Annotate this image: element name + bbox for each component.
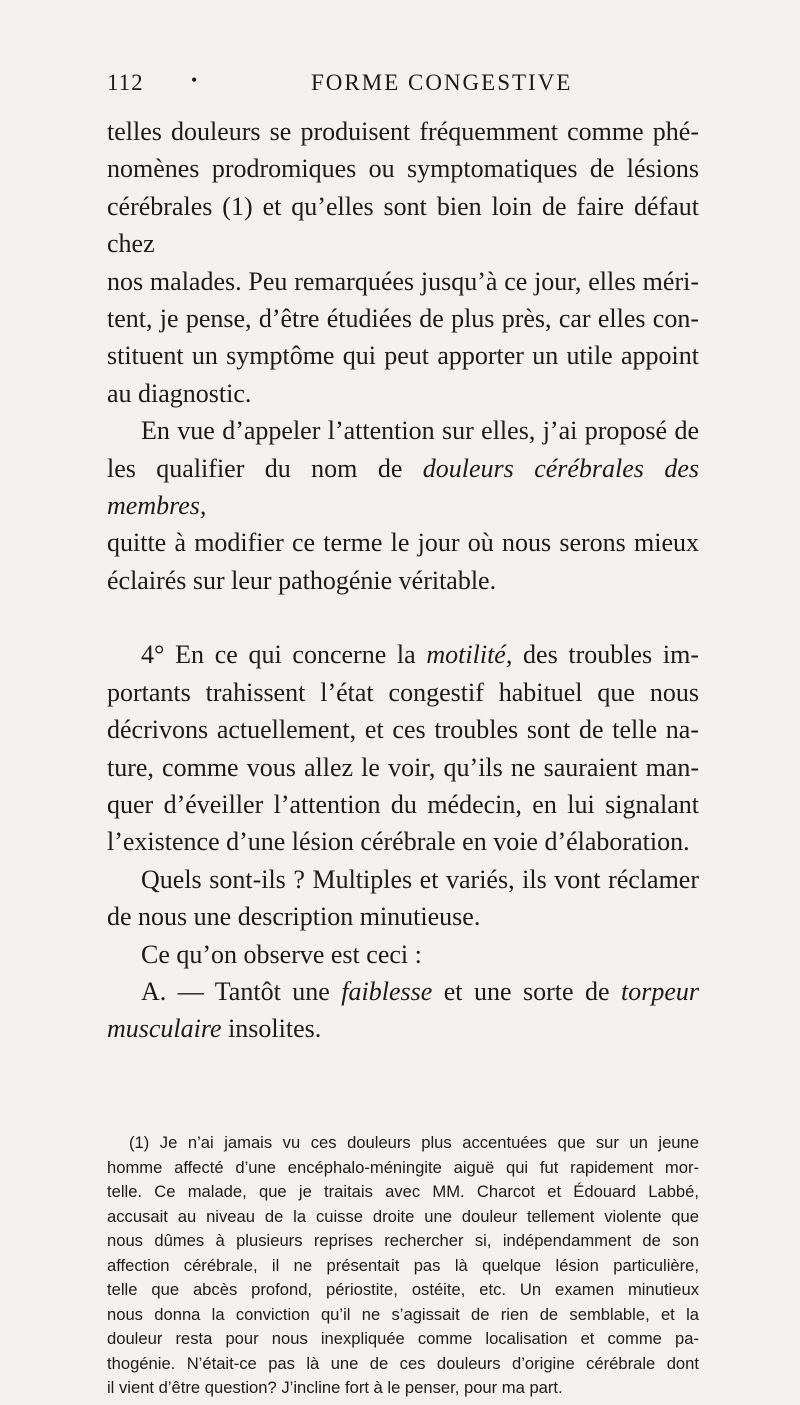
header-separator: • (191, 70, 198, 90)
italic-term: faiblesse (341, 976, 433, 1006)
text-line: En vue d’appeler l’attention sur elles, j’ai proposé de (141, 416, 699, 446)
text-line: portants trahissent l’état congestif habituel que nous (107, 677, 699, 707)
italic-term: musculaire (107, 1014, 222, 1044)
text-run: insolites. (221, 1014, 322, 1044)
text-line: éclairés sur leur pathogénie véritable. (107, 565, 497, 595)
italic-term: motilité, (426, 640, 513, 670)
footnote-line: nous dûmes à plusieurs reprises rechercher si, indépendamment de son (107, 1231, 699, 1250)
text-run: les qualifier du nom de (107, 453, 423, 483)
paragraph-1 (107, 113, 699, 412)
text-line (107, 636, 699, 673)
text-line: stituent un symptôme qui peut apporter un utile appoint (107, 341, 699, 371)
paragraph-4 (107, 861, 699, 936)
text-line: Ce qu’on observe est ceci : (141, 939, 422, 969)
italic-term: torpeur (621, 976, 700, 1006)
paragraph-5 (107, 936, 699, 973)
text-line: quer d’éveiller l’attention du médecin, en lui signalant (107, 789, 699, 819)
text-line: tent, je pense, d’être étudiées de plus près, car elles con- (107, 304, 699, 334)
footnote-line: nous donna la conviction qu’il ne s’agissait de rien de semblable, et la (107, 1304, 699, 1324)
text-line: quitte à modifier ce terme le jour où nous serons mieux (107, 528, 699, 558)
text-line: telles douleurs se produisent fréquemment comme phé- (107, 117, 699, 146)
paragraph-3 (107, 636, 699, 860)
footnote-line: homme affecté d’une encéphalo-méningite aiguë qui fut rapidement mor- (107, 1157, 699, 1177)
footnote-line: telle. Ce malade, que je traitais avec MM. Charcot et Édouard Labbé, (107, 1182, 699, 1201)
text-run: 4° En ce qui concerne la (141, 640, 427, 670)
italic-term: douleurs cérébrales des membres, (107, 453, 699, 521)
text-line: cérébrales (1) et qu’elles sont bien loin de faire défaut chez (107, 191, 699, 259)
footnote-line: telle que abcès profond, périostite, ostéite, etc. Un examen minutieux (107, 1280, 699, 1299)
footnote-line: accusait au niveau de la cuisse droite une douleur tellement violente que (107, 1206, 699, 1226)
text-run: des troubles im- (512, 640, 699, 670)
body-text (107, 113, 699, 1048)
paragraph-2 (107, 412, 699, 599)
text-line: nomènes prodromiques ou symptomatiques de lésions (107, 154, 699, 184)
footnote-line: douleur resta pour nous inexpliquée comme localisation et comme pa- (107, 1329, 699, 1348)
text-line: l’existence d’une lésion cérébrale en voie d’élaboration. (107, 827, 690, 857)
text-line (107, 1010, 699, 1047)
text-run: A. — Tantôt une (141, 976, 342, 1006)
footnote-line: (1) Je n’ai jamais vu ces douleurs plus accentuées que sur un jeune (129, 1133, 699, 1152)
page-number: 112 (107, 70, 144, 95)
text-line: nos malades. Peu remarquées jusqu’à ce jour, elles méri- (107, 266, 699, 296)
footnote-line: thogénie. N’était-ce pas là une de ces douleurs d’origine cérébrale dont (107, 1353, 699, 1373)
footnote-line: il vient d’être question? J’incline fort à le penser, pour ma part. (107, 1378, 563, 1397)
text-line (107, 450, 699, 525)
text-line: Quels sont-ils ? Multiples et variés, ils vont réclamer (141, 864, 699, 894)
text-line: au diagnostic. (107, 378, 252, 408)
paragraph-6 (107, 973, 699, 1048)
text-line: décrivons actuellement, et ces troubles sont de telle na- (107, 715, 699, 745)
text-run: et une sorte de (432, 976, 622, 1006)
text-line: ture, comme vous allez le voir, qu’ils ne sauraient man- (107, 752, 699, 782)
footnote-line: affection cérébrale, il ne présentait pas là quelque lésion particulière, (107, 1255, 699, 1275)
footnote (107, 1131, 699, 1401)
text-line (107, 973, 699, 1010)
running-title: FORME CONGESTIVE (311, 70, 573, 95)
text-line: de nous une description minutieuse. (107, 902, 481, 932)
page-header (107, 70, 707, 100)
